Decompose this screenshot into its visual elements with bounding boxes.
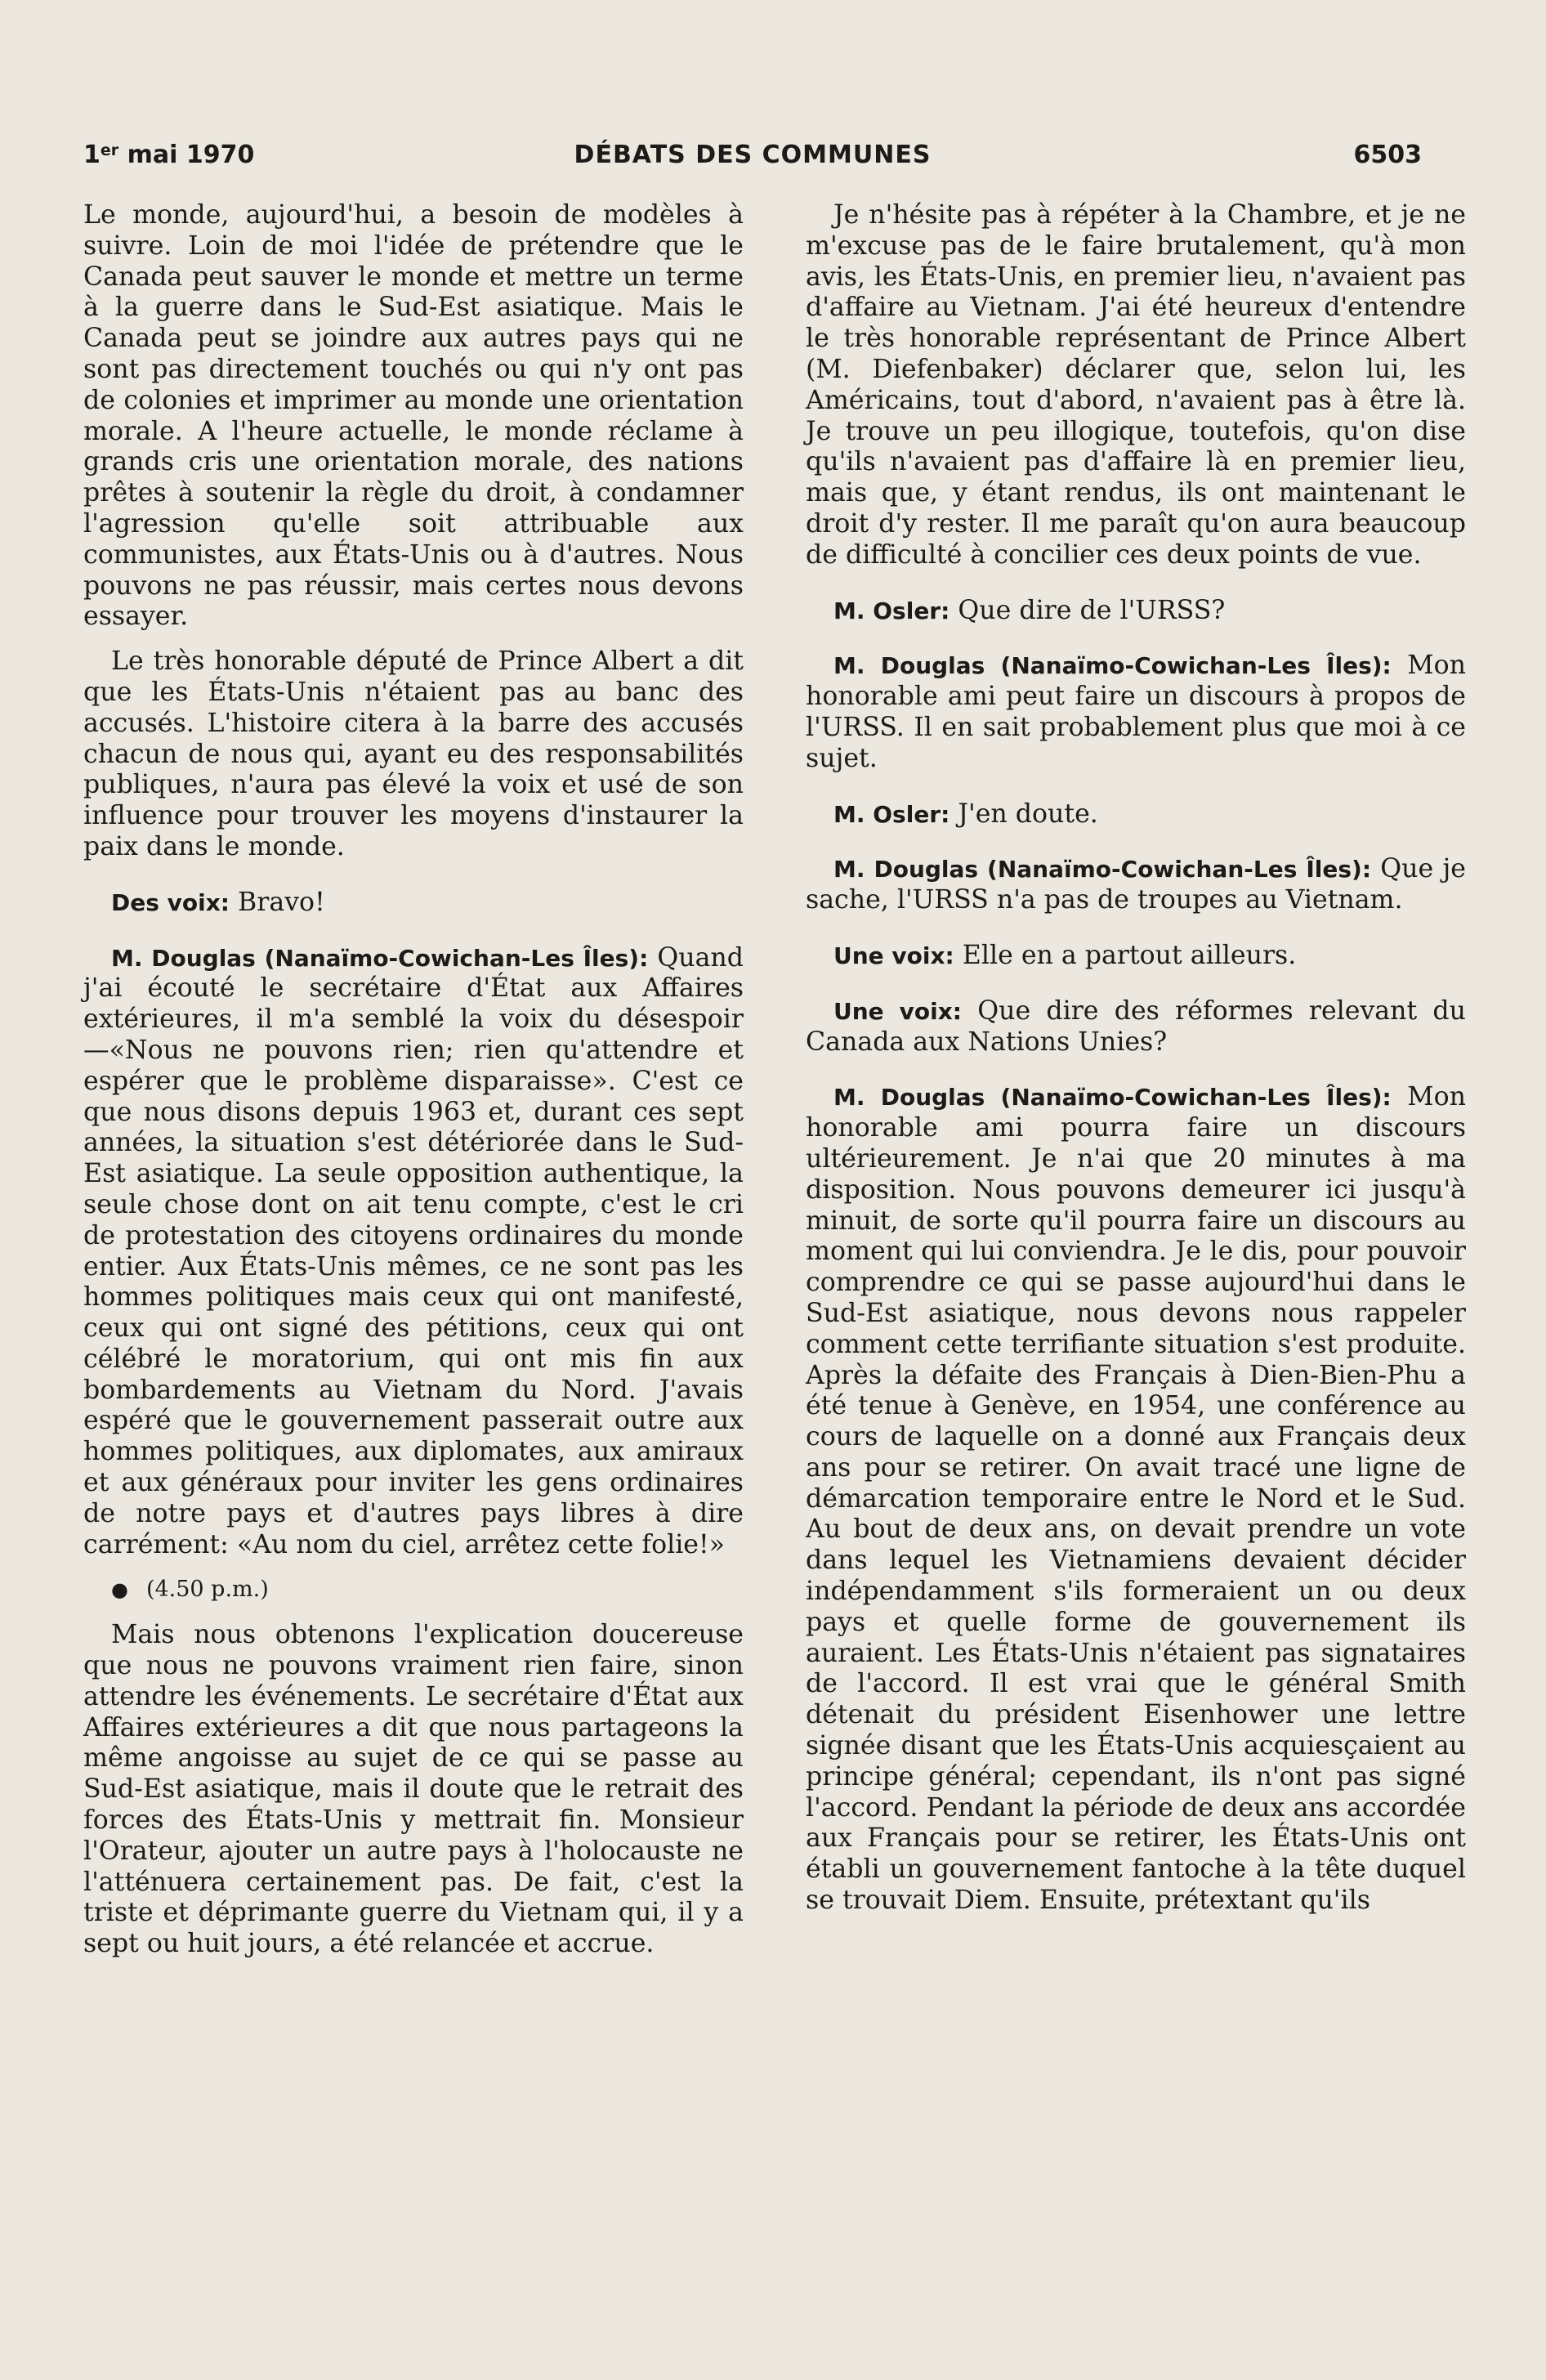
header-title: DÉBATS DES COMMUNES [574,141,932,169]
speaker-name: Une voix: [833,997,962,1025]
body-paragraph: Je n'hésite pas à répéter à la Chambre, et je ne m'excuse pas de le faire brutalement, qu'à mon avis, les États-Unis, en premier lieu, n'avaient pas d'affaire au Vietnam. J'ai été heureux d'entendre le très honorable représentant de Prince Albert (M. Diefenbaker) déclarer que, selon lui, les Américains, tout d'abord, n'avaient pas à être là. Je trouve un peu illogique, toutefois, qu'on dise qu'ils n'avaient pas d'affaire là en premier lieu, mais que, y étant rendus, ils ont maintenant le droit d'y rester. Il me paraît qu'on aura beaucoup de difficulté à concilier ces deux points de vue. [806,200,1466,570]
speech-text: J'en doute. [949,799,1098,829]
speech-paragraph [806,799,1466,830]
body-paragraph: Le monde, aujourd'hui, a besoin de modèles à suivre. Loin de moi l'idée de prétendre que le Canada peut sauver le monde et mettre un terme à la guerre dans le Sud-Est asiatique. Mais le Canada peut se joindre aux autres pays qui ne sont pas directement touchés ou qui n'y ont pas de colonies et imprimer au monde une orientation morale. A l'heure actuelle, le monde réclame à grands cris une orientation morale, des nations prêtes à soutenir la règle du droit, à condamner l'agression qu'elle soit attribuable aux communistes, aux États-Unis ou à d'autres. Nous pouvons ne pas réussir, mais certes nous devons essayer. [83,200,744,632]
speaker-name: M. Douglas (Nanaïmo-Cowichan-Les Îles): [833,1084,1392,1112]
speech-paragraph [806,854,1466,916]
speaker-name: M. Douglas (Nanaïmo-Cowichan-Les Îles): [111,944,649,972]
body-paragraph: Le très honorable député de Prince Albert a dit que les États-Unis n'étaient pas au banc des accusés. L'histoire citera à la barre des accusés chacun de nous qui, ayant eu des responsabilités publiques, n'aura pas élevé la voix et usé de son influence pour trouver les moyens d'instaurer la paix dans le monde. [83,646,744,861]
speech-paragraph [806,996,1466,1058]
speaker-name: M. Osler: [833,800,950,828]
header-date-suffix: er [100,141,119,159]
speech-text: Que dire des réformes relevant du Canada aux Nations Unies? [806,995,1466,1057]
speaker-name: M. Douglas (Nanaïmo-Cowichan-Les Îles): [833,856,1372,884]
speech-paragraph [83,888,744,919]
header-date-day: 1 [83,141,101,169]
speech-text: Mon honorable ami pourra faire un discours ultérieurement. Je n'ai que 20 minutes à ma disposition. Nous pouvons demeurer ici jusqu'à minuit, de sorte qu'il pourra faire un discours au moment qui lui conviendra. Je le dis, pour pouvoir comprendre ce qui se passe aujourd'hui dans le Sud-Est asiatique, nous devons nous rappeler comment cette terrifiante situation s'est produite. Après la défaite des Français à Dien-Bien-Phu a été tenue à Genève, en 1954, une conférence au cours de laquelle on a donné aux Français deux ans pour se retirer. On avait tracé une ligne de démarcation temporaire entre le Nord et le Sud. Au bout de deux ans, on devait prendre un vote dans lequel les Vietnamiens devaient décider indépendamment s'ils formeraient un ou deux pays et quelle forme de gouvernement ils auraient. Les États-Unis n'étaient pas signataires de l'accord. Il est vrai que le général Smith détenait du président Eisenhower une lettre signée disant que les États-Unis acquiesçaient au principe général; cependant, ils n'ont pas signé l'accord. Pendant la période de deux ans accordée aux Français pour se retirer, les États-Unis ont établi un gouvernement fantoche à la tête duquel se trouvait Diem. Ensuite, prétextant qu'ils [806,1082,1466,1916]
body-paragraph: Mais nous obtenons l'explication doucereuse que nous ne pouvons vraiment rien faire, sinon attendre les événements. Le secrétaire d'État aux Affaires extérieures a dit que nous partageons la même angoisse au sujet de ce qui se passe au Sud-Est asiatique, mais il doute que le retrait des forces des États-Unis y mettrait fin. Monsieur l'Orateur, ajouter un autre pays à l'holocauste ne l'atténuera certainement pas. De fait, c'est la triste et déprimante guerre du Vietnam qui, il y a sept ou huit jours, a été relancée et accrue. [83,1620,744,1959]
right-column [806,200,1466,1930]
bullet-icon: ● [111,1578,128,1602]
time-marker [83,1574,744,1606]
speaker-name: Des voix: [111,888,230,916]
speaker-name: Une voix: [833,942,954,969]
speech-text: Bravo! [230,887,325,917]
speech-text: Que dire de l'URSS? [949,595,1226,625]
speech-text: Que je sache, l'URSS n'a pas de troupes au Vietnam. [806,854,1466,915]
speech-paragraph [806,941,1466,972]
speech-paragraph [806,1082,1466,1917]
speech-text: Elle en a partout ailleurs. [954,940,1297,970]
left-column [83,200,744,1974]
speech-text: Mon honorable ami peut faire un discours à propos de l'URSS. Il en sait probablement plus que moi à ce sujet. [806,651,1466,773]
speech-text: Quand j'ai écouté le secrétaire d'État aux Affaires extérieures, il m'a semblé la voix du désespoir—«Nous ne pouvons rien; rien qu'attendre et espérer que le problème disparaisse». C'est ce que nous disons depuis 1963 et, durant ces sept années, la situation s'est détériorée dans le Sud-Est asiatique. La seule opposition authentique, la seule chose dont on ait tenu compte, c'est le cri de protestation des citoyens ordinaires du monde entier. Aux États-Unis mêmes, ce ne sont pas les hommes politiques mais ceux qui ont manifesté, ceux qui ont signé des pétitions, ceux qui ont célébré le moratorium, qui ont mis fin aux bombardements au Vietnam du Nord. J'avais espéré que le gouvernement passerait outre aux hommes politiques, aux diplomates, aux amiraux et aux généraux pour inviter les gens ordinaires de notre pays et d'autres pays libres à dire carrément: «Au nom du ciel, arrêtez cette folie!» [83,942,744,1559]
page-number: 6503 [1353,141,1422,169]
time-text: (4.50 p.m.) [145,1577,269,1603]
speech-paragraph [806,596,1466,627]
header-date-rest: mai 1970 [118,141,255,169]
speaker-name: M. Douglas (Nanaïmo-Cowichan-Les Îles): [833,652,1392,680]
speech-paragraph [806,651,1466,774]
speaker-name: M. Osler: [833,597,950,624]
page-header [83,141,1422,180]
speech-paragraph [83,943,744,1561]
